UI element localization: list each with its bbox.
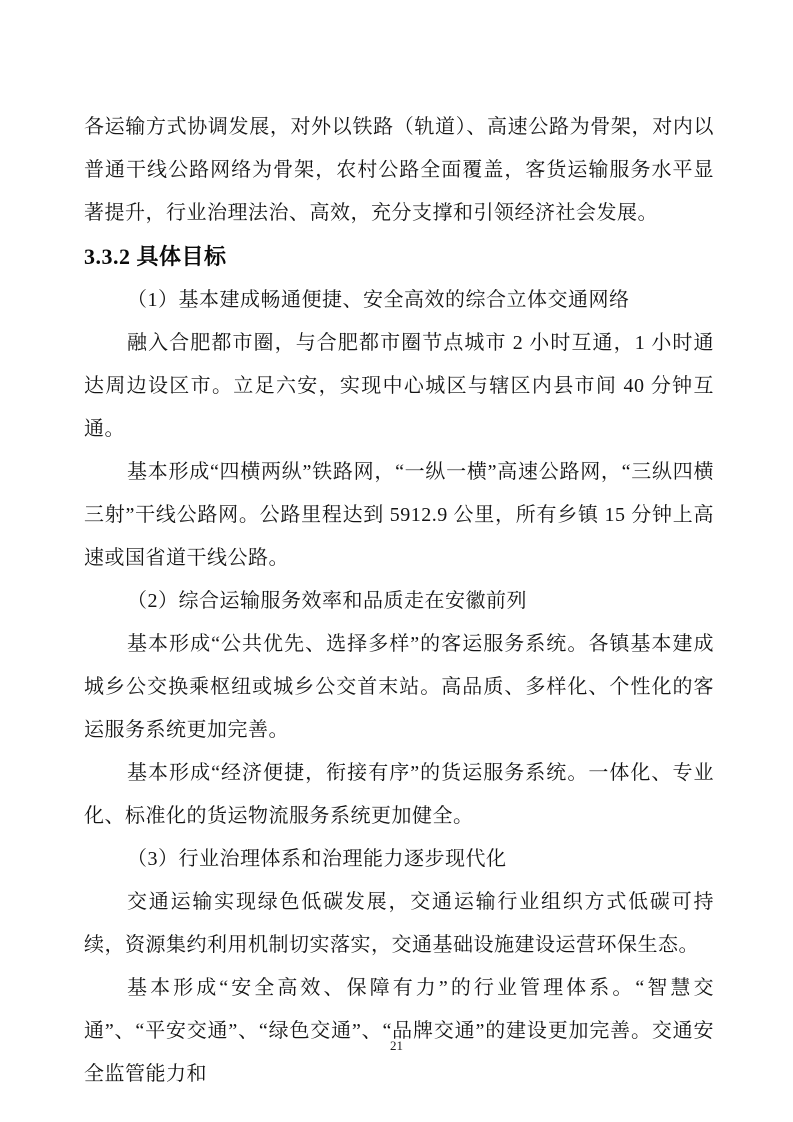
page-number: 21 [390,1038,403,1053]
paragraph-goal-2-title: （2）综合运输服务效率和品质走在安徽前列 [127,590,527,612]
paragraph-goal-1-title: （1）基本建成畅通便捷、安全高效的综合立体交通网络 [127,289,630,311]
paragraph-road-network: 基本形成“四横两纵”铁路网，“一纵一横”高速公路网，“三纵四横三射”干线公路网。公路里程达到 5912.9 公里，所有乡镇 15 分钟上高速或国省道干线公路。 [84,461,714,569]
paragraph-freight-service: 基本形成“经济便捷，衔接有序”的货运服务系统。一体化、专业化、标准化的货运物流服务系统更加健全。 [84,762,714,827]
paragraph-goal-3-title: （3）行业治理体系和治理能力逐步现代化 [127,848,507,870]
paragraph-intro-continuation: 各运输方式协调发展，对外以铁路（轨道）、高速公路为骨架，对内以普通干线公路网络为骨架，农村公路全面覆盖，客货运输服务水平显著提升，行业治理法治、高效，充分支撑和引领经济社会发展。 [84,116,714,224]
paragraph-hefei-metro-circle: 融入合肥都市圈，与合肥都市圈节点城市 2 小时互通，1 小时通达周边设区市。立足六安，实现中心城区与辖区内县市间 40 分钟互通。 [84,332,714,440]
paragraph-green-low-carbon: 交通运输实现绿色低碳发展，交通运输行业组织方式低碳可持续，资源集约利用机制切实落实，交通基础设施建设运营环保生态。 [84,891,714,956]
section-heading-3-3-2: 3.3.2 具体目标 [84,244,227,269]
document-body [84,106,714,1096]
paragraph-industry-management: 基本形成“安全高效、保障有力”的行业管理体系。“智慧交通”、“平安交通”、“绿色交通”、“品牌交通”的建设更加完善。交通安全监管能力和 [84,977,714,1085]
page-footer [0,1038,793,1054]
paragraph-passenger-service: 基本形成“公共优先、选择多样”的客运服务系统。各镇基本建成城乡公交换乘枢纽或城乡公交首末站。高品质、多样化、个性化的客运服务系统更加完善。 [84,633,714,741]
